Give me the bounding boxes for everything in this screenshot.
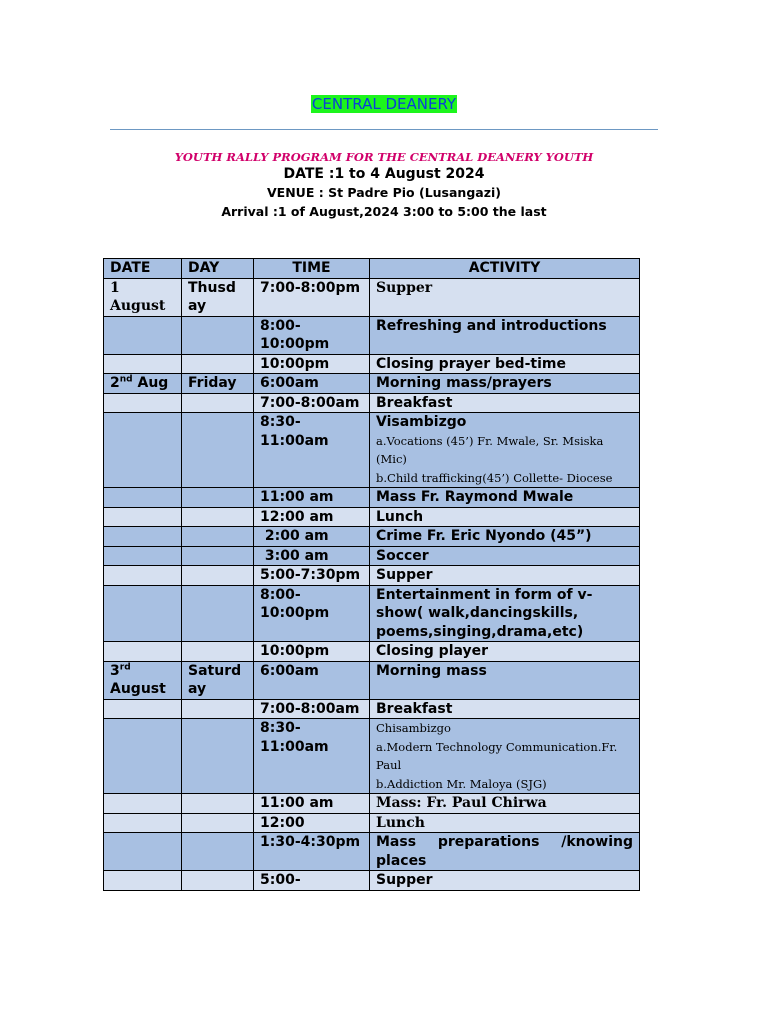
cell-activity: Soccer	[370, 546, 640, 566]
date-month: Aug	[132, 375, 169, 391]
table-row	[104, 813, 640, 833]
cell-time: 8:30-11:00am	[254, 413, 370, 488]
cell-day	[182, 719, 254, 794]
cell-day	[182, 566, 254, 586]
cell-date	[104, 316, 182, 354]
cell-day	[182, 699, 254, 719]
table-row	[104, 833, 640, 871]
table-row	[104, 507, 640, 527]
program-subtitle: YOUTH RALLY PROGRAM FOR THE CENTRAL DEANERY YOUTH	[174, 150, 594, 164]
cell-day	[182, 316, 254, 354]
cell-time: 8:30-11:00am	[254, 719, 370, 794]
cell-day	[182, 642, 254, 662]
cell-day: Friday	[182, 374, 254, 394]
table-row	[104, 546, 640, 566]
cell-activity: Mass Fr. Raymond Mwale	[370, 488, 640, 508]
table-row	[104, 642, 640, 662]
cell-day: Saturd ay	[182, 661, 254, 699]
cell-time: 3:00 am	[254, 546, 370, 566]
cell-date	[104, 585, 182, 642]
cell-date	[104, 833, 182, 871]
page-title-text: CENTRAL DEANERY	[311, 95, 457, 113]
table-row	[104, 585, 640, 642]
cell-activity: Breakfast	[370, 393, 640, 413]
cell-time: 2:00 am	[254, 527, 370, 547]
cell-date	[104, 642, 182, 662]
activity-subitem: a.Vocations (45’) Fr. Mwale, Sr. Msiska (Mic)	[376, 433, 604, 466]
cell-day	[182, 871, 254, 891]
table-row	[104, 393, 640, 413]
date-suffix: rd	[119, 661, 131, 672]
cell-activity: Supper	[370, 871, 640, 891]
cell-date	[104, 374, 182, 394]
cell-activity: Supper	[370, 278, 640, 316]
event-venue: VENUE : St Padre Pio (Lusangazi)	[267, 185, 501, 200]
cell-day	[182, 813, 254, 833]
cell-time: 8:00-10:00pm	[254, 316, 370, 354]
cell-date	[104, 393, 182, 413]
cell-activity: Morning mass/prayers	[370, 374, 640, 394]
cell-date	[104, 794, 182, 814]
cell-time: 5:00-	[254, 871, 370, 891]
header-date: DATE	[104, 259, 182, 279]
cell-time: 7:00-8:00am	[254, 699, 370, 719]
table-row	[104, 661, 640, 699]
table-row	[104, 871, 640, 891]
cell-activity: Supper	[370, 566, 640, 586]
cell-activity: Mass: Fr. Paul Chirwa	[370, 794, 640, 814]
cell-activity	[370, 413, 640, 488]
title-divider	[110, 129, 658, 130]
program-table	[103, 258, 640, 891]
cell-activity: Refreshing and introductions	[370, 316, 640, 354]
header-day: DAY	[182, 259, 254, 279]
cell-time: 6:00am	[254, 374, 370, 394]
header-time: TIME	[254, 259, 370, 279]
date-month: August	[110, 681, 166, 697]
cell-day	[182, 354, 254, 374]
cell-time: 8:00-10:00pm	[254, 585, 370, 642]
cell-day	[182, 488, 254, 508]
cell-activity: Closing prayer bed-time	[370, 354, 640, 374]
cell-activity: Closing player	[370, 642, 640, 662]
cell-day	[182, 527, 254, 547]
cell-day	[182, 585, 254, 642]
header-activity: ACTIVITY	[370, 259, 640, 279]
date-number: 3	[110, 662, 120, 679]
cell-time: 7:00-8:00pm	[254, 278, 370, 316]
activity-subitem: a.Modern Technology Communication.Fr. Paul	[376, 739, 618, 772]
cell-time: 7:00-8:00am	[254, 393, 370, 413]
cell-time: 5:00-7:30pm	[254, 566, 370, 586]
cell-activity: Mass preparations /knowing places	[370, 833, 640, 871]
activity-title: Chisambizgo	[376, 721, 451, 735]
cell-activity	[370, 719, 640, 794]
cell-activity: Lunch	[370, 813, 640, 833]
table-row	[104, 488, 640, 508]
date-suffix: nd	[119, 374, 133, 385]
event-date: DATE :1 to 4 August 2024	[283, 166, 485, 182]
table-row	[104, 566, 640, 586]
table-row	[104, 278, 640, 316]
page-title	[0, 95, 768, 113]
cell-activity: Crime Fr. Eric Nyondo (45”)	[370, 527, 640, 547]
arrival-info: Arrival :1 of August,2024 3:00 to 5:00 the last	[221, 204, 547, 219]
cell-date	[104, 546, 182, 566]
cell-date	[104, 488, 182, 508]
cell-day	[182, 393, 254, 413]
cell-date	[104, 871, 182, 891]
table-row	[104, 413, 640, 488]
cell-time: 10:00pm	[254, 354, 370, 374]
cell-time: 12:00	[254, 813, 370, 833]
cell-day	[182, 413, 254, 488]
cell-time: 11:00 am	[254, 488, 370, 508]
table-row	[104, 699, 640, 719]
cell-date	[104, 507, 182, 527]
cell-date	[104, 699, 182, 719]
activity-subitem: b.Addiction Mr. Maloya (SJG)	[376, 776, 547, 791]
cell-time: 1:30-4:30pm	[254, 833, 370, 871]
table-row	[104, 527, 640, 547]
cell-time: 11:00 am	[254, 794, 370, 814]
cell-date	[104, 813, 182, 833]
cell-date	[104, 413, 182, 488]
cell-date	[104, 354, 182, 374]
table-row	[104, 316, 640, 354]
cell-time: 10:00pm	[254, 642, 370, 662]
cell-activity: Morning mass	[370, 661, 640, 699]
activity-subitem: b.Child trafficking(45’) Collette- Diocese	[376, 470, 613, 485]
table-row	[104, 374, 640, 394]
cell-day	[182, 507, 254, 527]
cell-day	[182, 833, 254, 871]
cell-activity: Entertainment in form of v-show( walk,dancingskills, poems,singing,drama,etc)	[370, 585, 640, 642]
table-row	[104, 354, 640, 374]
cell-date	[104, 719, 182, 794]
cell-date	[104, 661, 182, 699]
cell-date	[104, 527, 182, 547]
table-header-row	[104, 259, 640, 279]
cell-day	[182, 794, 254, 814]
cell-time: 6:00am	[254, 661, 370, 699]
cell-day	[182, 546, 254, 566]
cell-activity: Breakfast	[370, 699, 640, 719]
cell-date: 1 August	[104, 278, 182, 316]
cell-date	[104, 566, 182, 586]
table-row	[104, 794, 640, 814]
table-row	[104, 719, 640, 794]
date-number: 2	[110, 375, 120, 391]
cell-activity: Lunch	[370, 507, 640, 527]
cell-time: 12:00 am	[254, 507, 370, 527]
activity-title: Visambizgo	[376, 414, 467, 430]
cell-day: Thusd ay	[182, 278, 254, 316]
